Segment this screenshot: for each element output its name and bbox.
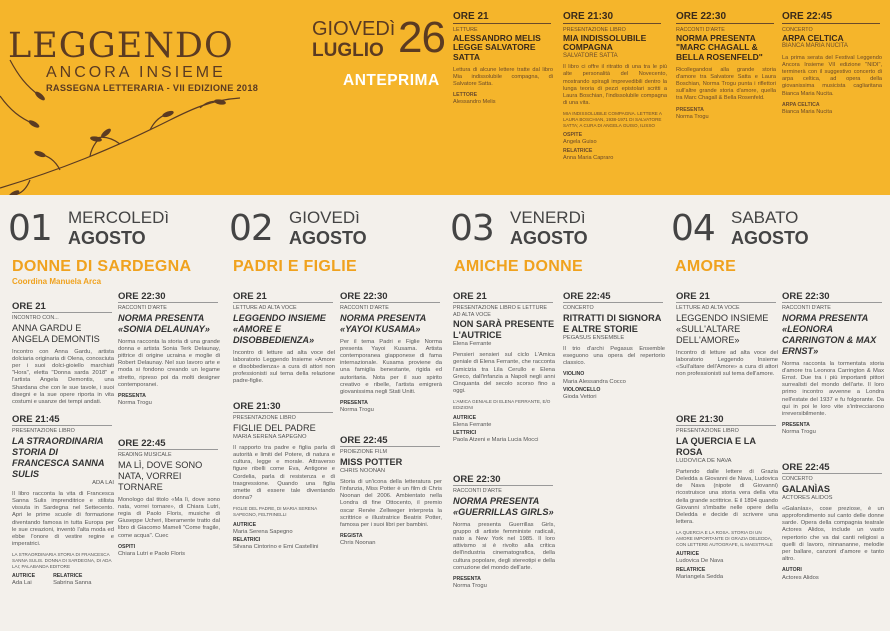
day-theme: AMICHE DONNE [454, 258, 583, 275]
event-block: ORE 22:45 PROIEZIONE FILM MISS POTTER CHRIS NOONAN Storia di un'icona della letteratura per l'infanzia, Miss Potter è un film di Chris Noonan del 2006. Ambientato nella Londra di fine Ottocento, il premio oscar Renée Zellweger interpreta la scrittrice e illustratrice Beatrix Potter, famosa per i suoi libri per bambini. REGISTA Chris Noonan [340, 435, 442, 547]
logo-subtitle: ANCORA INSIEME [46, 64, 226, 81]
preview-event: ORE 21 LETTURE ALESSANDRO MELIS LEGGE SALVATORE SATTA Lettura di alcune lettere tratte dal libro Mia indissolubile compagna, di Salvatore Satta. LETTORE Alessandro Melis [453, 11, 553, 106]
day-theme: PADRI E FIGLIE [233, 258, 357, 275]
day-header: 01 MERCOLEDì AGOSTO DONNE DI SARDEGNA Coordina Manuela Arca [8, 208, 192, 286]
event-block: ORE 21 INCONTRO CON... ANNA GARDU E ANGELA DEMONTIS Incontro con Anna Gardu, artista dolciaria originaria di Olena, conosciuta per i suoi dolci-gioiello marchiati "Hora", eletta "Donna sarda 2018" e l'artista Angela Demontis, una Shardana che con le sue tavole, i suoi disegni e la sue opere riporta in vita costumi e usanze dei tempi andati. [12, 301, 114, 406]
anteprima-label: ANTEPRIMA [343, 72, 440, 89]
preview-event: ORE 22:30 RACCONTI D'ARTE NORMA PRESENTA "MARC CHAGALL & BELLA ROSENFELD" Ricollegandosi alla grande storia d'amore tra Salvatore Satta e Laura Boschian, Norma Trogu punta i riflettori sull'altre grande storia d'amore, quella tra Marc Chagall & Bella Rosenfeld. PRESENTA Norma Trogu [676, 11, 776, 120]
event-block: ORE 21 LETTURE AD ALTA VOCE LEGGENDO INSIEME «SULL'ALTARE DELL'AMORE» Incontro di letture ad alta voce del laboratorio Leggendo Insieme «Sull'altare dell'Amore» a cura di attori non professionisti sul tema dell'amore. [676, 291, 778, 378]
preview-event: ORE 22:45 CONCERTO ARPA CELTICA BIANCA MARIA NUCITA La prima serata del Festival Leggendo Ancora Insieme VII edizione "NIDI", terminerà con il suggestivo concerto di arpa celtica, ad opera della giovanissima musicista cagliaritana Bianca Maria Nucita. ARPA CELTICA Bianca Maria Nucita [782, 11, 882, 116]
preview-event: ORE 21:30 PRESENTAZIONE LIBRO MIA INDISSOLUBILE COMPAGNA SALVATORE SATTA Il libro ci offre il ritratto di una tra le più alte personalità del Novecento, mostrando spiragli imprevedibili dentro la lunga teoria di pezzi epistolari scritti a Laura Boschian, l'indissolubile compagna di una vita. MIA INDISSOLUBILE COMPAGNA. LETTERE A LAURA BOSCHIAN, 1938-1971 DI SALVATORE SATTA; A CURA DI ANGELA GUISO, ILISSO OSPITE Angela Guiso RELATRICE Anna Maria Capraro [563, 11, 667, 161]
event-block: ORE 22:45 CONCERTO GALANÌAS ACTORES ALIDOS «Galanìas», cose preziose, è un approfondimento sul canto delle donne sarde. Opera della compagnia teatrale Actores Alidos, include un vasto repertorio che va dai canti religiosi a quelli di lavoro, ninnananne, melodie per ballare, canzoni d'amore e tanto altro. AUTORI Actores Alidos [782, 462, 884, 581]
event-block: ORE 22:30 RACCONTI D'ARTE NORMA PRESENTA «YAYOI KUSAMA» Per il tema Padri e Figlie Norma presenta Yayoi Kusama. Artista contemporanea giapponese di fama internazionale. Kusama proviene da una famiglia benestante, rigida ed autoritaria. Nota per il suo spirito creativo e ribelle, l'artista emigrerà giovanissima negli Stati Uniti. PRESENTA Norma Trogu [340, 291, 442, 414]
edition-label: RASSEGNA LETTERARIA - VII EDIZIONE 2018 [46, 83, 259, 93]
event-block: ORE 22:45 READING MUSICALE MA LÌ, DOVE SONO NATA, VORREI TORNARE Monologo dal titolo «Ma lì, dove sono nata, vorrei tornare», di Chiara Lutri, regia di Paolo Floris, musiche di Giuseppe Ucheri, liberamente tratto dal libro di Giacomo Mameli "Come fragile, come acqua". Cuec OSPITI Chiara Lutri e Paolo Floris [118, 438, 220, 558]
day-coordinator: Coordina Manuela Arca [12, 277, 102, 286]
festival-logo [8, 28, 288, 93]
event-block: ORE 21:30 PRESENTAZIONE LIBRO FIGLIE DEL PADRE MARIA SERENA SAPEGNO Il rapporto tra padre e figlia parla di autorità e limiti del Potere, di natura e cultura, legge e morale. Attraverso figure ribelli come Eva, Antigone e Cordelia, parla di resistenza e di trasgressione. Quando una figlia smette di essere tale diventando donna? FIGLIE DEL PADRE, DI MARIA SERENA SAPEGNO, FELTRINELLI AUTRICE Maria Serena Sapegno RELATRICI Silvana Cintorino e Emi Castellini [233, 401, 335, 551]
logo-title: LEGGENDO [8, 26, 234, 66]
day-header: 02 GIOVEDì AGOSTO PADRI E FIGLIE [229, 208, 367, 275]
day-theme: DONNE DI SARDEGNA [12, 258, 192, 275]
event-block: ORE 22:30 RACCONTI D'ARTE NORMA PRESENTA «GUERRILLAS GIRLS» Norma presenta Guerrillas Girls, gruppo di artiste femministe radicali, nato a New York nel 1985. Il loro attivismo si è rivolto alla critica dell'industria cinematografica, della cultura popolare, degli stereotipi e della corruzione del mondo dell'arte. PRESENTA Norma Trogu [453, 474, 555, 590]
event-block: ORE 22:30 RACCONTI D'ARTE NORMA PRESENTA «SONIA DELAUNAY» Norma racconta la storia di una grande donna e artista Sonia Terk Delaunay, pittrice di origine ucraina e moglie di Robert Delaunay. Nel suo lavoro arte e moda si fondono creando un legame stretto, ripreso poi da molti designer contemporanei. PRESENTA Norma Trogu [118, 291, 220, 407]
anteprima-month: LUGLIO [312, 40, 384, 61]
event-block: ORE 21 PRESENTAZIONE LIBRO E LETTURE AD ALTA VOCE NON SARÀ PRESENTE L'AUTRICE Elena Ferrante Pensieri sensieri sul ciclo L'Amica geniale di Elena Ferrante, che racconta l'amicizia tra Lila Cerullo e Elena Greco, dall'infanzia a Napoli negli anni Cinquanta del secolo scorso fino a oggi. L'AMICA GENIALE DI ELENA FERRANTE, E/O EDIZIONI AUTRICE Elena Ferrante LETTRICI Paola Atzeni e Maria Lucia Mocci [453, 291, 555, 444]
event-block: ORE 22:45 CONCERTO RITRATTI DI SIGNORA E ALTRE STORIE PEGASUS ENSEMBLE Il trio d'archi Pegasus Ensemble eseguono una opera del repertorio classico. VIOLINO Maria Alessandra Cocco VIOLONCELLO Gioda Vettori [563, 291, 665, 401]
anteprima-day-number: 26 [398, 13, 445, 62]
day-header: 04 SABATO AGOSTO AMORE [671, 208, 809, 275]
day-header: 03 VENERDì AGOSTO AMICHE DONNE [450, 208, 588, 275]
anteprima-weekday: GIOVEDì [312, 18, 396, 40]
header-band [0, 0, 890, 195]
event-block: ORE 21:45 PRESENTAZIONE LIBRO LA STRAORDINARIA STORIA DI FRANCESCA SANNA SULIS ADA LAI Il libro racconta la vita di Francesca Sanna Sulis imprenditrice e stilista vissuta in Sardegna nel Settecento. Apri le prime scuole di formazione diventando famosa in tutta Europa per le sue creazioni, inventò l'alta moda ed ebbe l'onore di vestire regine e imperatrici. LA STRAORDINARIA STORIA DI FRANCESCA SANNA SULIS. DONNA DI SARDEGNA, DI ADA LAI; PALABANDA EDITORE AUTRICE Ada Lai RELATRICE Sabrina Sanna [12, 414, 114, 587]
event-block: ORE 22:30 RACCONTI D'ARTE NORMA PRESENTA «LEONORA CARRINGTON & MAX ERNST» Norma racconta la tormentata storia d'amore tra Leonora Carrington & Max Ernst. Due tra i più importanti pittori surrealisti del mondo dell'arte. Il loro primo incontro avvenne a Londra nell'estate del 1937 e fu folgorante. Da qui in poi le loro vite s'intrecciarono irreversibilmente. PRESENTA Norma Trogu [782, 291, 884, 436]
event-block: ORE 21:30 PRESENTAZIONE LIBRO LA QUERCIA E LA ROSA LUDOVICA DE NAVA Partendo dalle lettere di Grazia Deledda a Giovanni de Nava, Ludovica de Nava (nipote di Giovanni) ricostruisce una storia vera della vita della grande scrittrice. E il 1894 quando Giovanni s'imbatte nelle opere della Deledda e decide di scrivere una lettera. LA QUERCIA E LA ROSA. STORIA DI UN AMORE IMPORTANTE DI GRAZIA DELEDDA, CON LETTERE AUTOGRAFE, IL MAESTRALE AUTRICE Ludovica De Nava RELATRICE Mariangela Sedda [676, 414, 778, 580]
event-block: ORE 21 LETTURE AD ALTA VOCE LEGGENDO INSIEME «AMORE E DISOBBEDIENZA» Incontro di letture ad alta voce del laboratorio Leggendo Insieme «Amore e disobbedienza» a cura di attori non professionisti sul tema della relazione padre-figlie. [233, 291, 335, 385]
day-theme: AMORE [675, 258, 737, 275]
